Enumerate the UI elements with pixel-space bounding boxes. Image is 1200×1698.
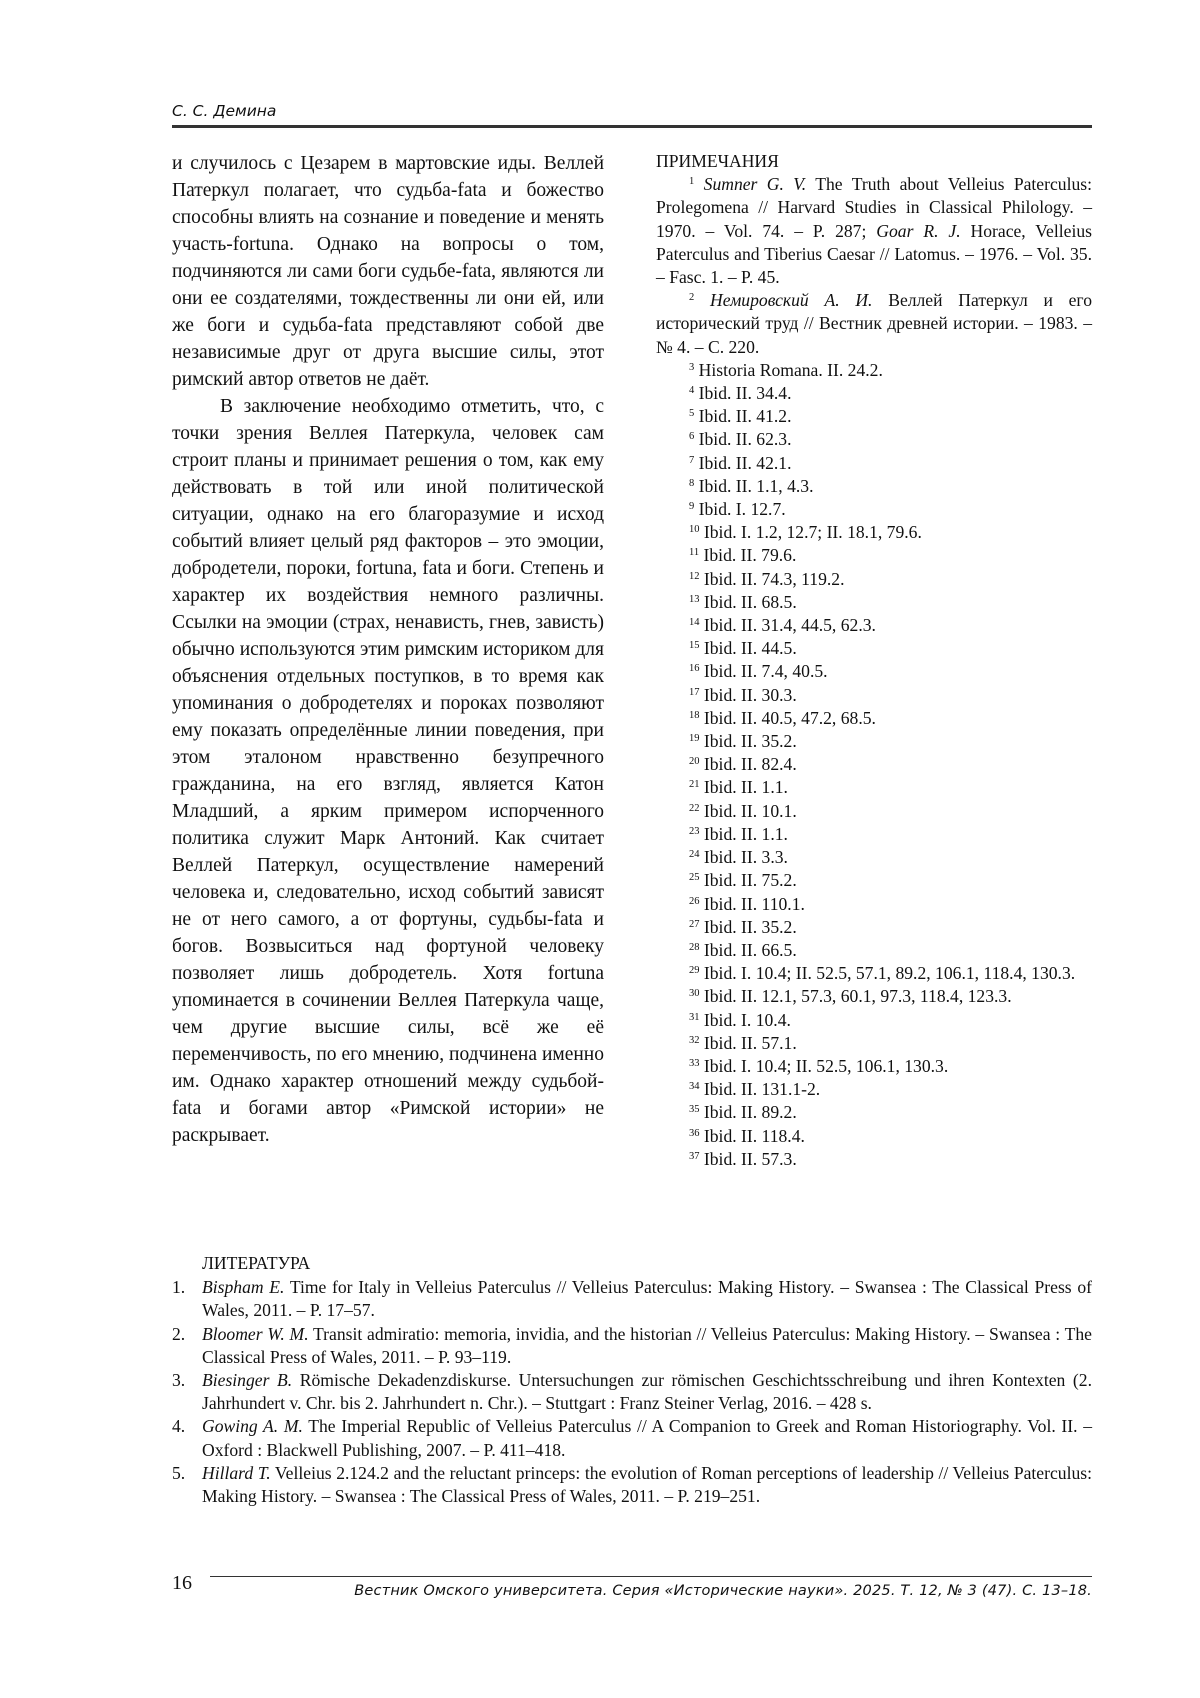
reference-text: Time for Italy in Velleius Paterculus // Velleius Paterculus: Making History. – Swansea : The Classical Press of Wales, 2011. – P. 17–57. bbox=[202, 1277, 1093, 1321]
note-item bbox=[656, 707, 1092, 730]
note-item bbox=[656, 800, 1092, 823]
note-number: 14 bbox=[689, 617, 700, 629]
note-author: Goar R. J. bbox=[876, 220, 961, 241]
reference-text: Velleius 2.124.2 and the reluctant princeps: the evolution of Roman perceptions of leadership // Velleius Paterculus: Making History. – Swansea : The Classical Press of Wales, 2011. – P. 219–251. bbox=[202, 1462, 1093, 1507]
note-text: Ibid. II. 57.3. bbox=[703, 1148, 797, 1169]
reference-number: 4. bbox=[172, 1416, 186, 1437]
note-number: 2 bbox=[689, 292, 695, 304]
note-text: Ibid. II. 1.1, 4.3. bbox=[698, 475, 814, 496]
note-number: 35 bbox=[689, 1104, 700, 1116]
note-text: Horace, Velleius Paterculus and Tiberius Caesar // Latomus. – 1976. – Vol. 35. – Fasc. 1. – P. 45. bbox=[656, 220, 1092, 288]
note-number: 11 bbox=[689, 547, 700, 559]
note-number: 28 bbox=[689, 941, 700, 953]
note-text: Ibid. II. 12.1, 57.3, 60.1, 97.3, 118.4, 123.3. bbox=[703, 986, 1012, 1007]
page-number: 16 bbox=[172, 1572, 192, 1594]
body-paragraph: и случилось с Цезарем в мартовские иды. Веллей Патеркул полагает, что судьба-fata и божество способны влиять на сознание и поведение и менять участь-fortuna. Однако на вопросы о том, подчиняются ли сами боги судьбе-fata, являются ли они ее создателями, тождественны ли они ей, или же боги и судьба-fata представляют собой две независимые друг от друга высшие силы, этот римский автор ответов не даёт. bbox=[172, 153, 604, 390]
note-item bbox=[656, 591, 1092, 614]
note-item bbox=[656, 289, 1092, 359]
note-text: Historia Romana. II. 24.2. bbox=[698, 359, 883, 380]
note-text: The Truth about Velleius Paterculus: Prolegomena // Harvard Studies in Classical Philology. – 1970. – Vol. 74. – P. 287; bbox=[656, 174, 1092, 241]
note-item bbox=[656, 939, 1092, 962]
note-number: 15 bbox=[689, 640, 700, 652]
note-text: Ibid. I. 10.4; II. 52.5, 106.1, 130.3. bbox=[703, 1055, 949, 1076]
note-text: Ibid. II. 131.1-2. bbox=[703, 1079, 821, 1100]
note-item bbox=[656, 962, 1092, 985]
note-number: 37 bbox=[689, 1150, 700, 1162]
note-author: Немировский А. И. bbox=[710, 290, 873, 311]
note-text: Ibid. II. 44.5. bbox=[703, 638, 797, 659]
note-item bbox=[656, 475, 1092, 498]
note-number: 4 bbox=[689, 385, 695, 397]
note-text: Ibid. II. 57.1. bbox=[703, 1032, 797, 1053]
note-number: 10 bbox=[689, 524, 700, 536]
reference-item bbox=[172, 1369, 1092, 1415]
note-item bbox=[656, 985, 1092, 1008]
reference-number: 1. bbox=[172, 1277, 186, 1298]
note-number: 12 bbox=[689, 570, 700, 582]
note-item bbox=[656, 405, 1092, 428]
note-item bbox=[656, 173, 1092, 289]
note-number: 6 bbox=[689, 431, 695, 443]
note-number: 24 bbox=[689, 849, 700, 861]
note-number: 21 bbox=[689, 779, 700, 791]
reference-item bbox=[172, 1276, 1092, 1322]
note-text: Ibid. II. 118.4. bbox=[703, 1125, 805, 1146]
reference-number: 2. bbox=[172, 1323, 186, 1344]
note-item bbox=[656, 1148, 1092, 1171]
note-number: 8 bbox=[689, 477, 695, 489]
note-number: 27 bbox=[689, 918, 700, 930]
note-text: Ibid. II. 41.2. bbox=[698, 406, 792, 427]
note-item bbox=[656, 753, 1092, 776]
note-text: Ibid. II. 1.1. bbox=[703, 823, 788, 844]
note-text: Ibid. II. 42.1. bbox=[698, 452, 792, 473]
note-number: 3 bbox=[689, 361, 695, 373]
reference-author: Biesinger B. bbox=[202, 1370, 293, 1391]
note-item bbox=[656, 730, 1092, 753]
note-item bbox=[656, 893, 1092, 916]
note-number: 7 bbox=[689, 454, 695, 466]
note-text: Ibid. II. 35.2. bbox=[703, 916, 797, 937]
note-number: 9 bbox=[689, 501, 695, 513]
literature-section bbox=[172, 1252, 1092, 1508]
note-number: 19 bbox=[689, 733, 700, 745]
note-number: 22 bbox=[689, 802, 700, 814]
reference-author: Hillard T. bbox=[202, 1462, 271, 1483]
note-text: Ibid. II. 79.6. bbox=[703, 545, 797, 566]
header-rule bbox=[172, 125, 1092, 128]
note-item bbox=[656, 498, 1092, 521]
note-item bbox=[656, 660, 1092, 683]
note-item bbox=[656, 382, 1092, 405]
note-number: 16 bbox=[689, 663, 700, 675]
note-number: 32 bbox=[689, 1034, 700, 1046]
note-item bbox=[656, 428, 1092, 451]
note-number: 13 bbox=[689, 593, 700, 605]
reference-item bbox=[172, 1462, 1092, 1508]
body-paragraph: В заключение необходимо отметить, что, с точки зрения Веллея Патеркула, человек сам строит планы и принимает решения о том, как ему действовать в той или иной политической ситуации, однако на его благоразумие и исход событий влияет целый ряд факторов – это эмоции, добродетели, пороки, fortuna, fata и боги. Степень и характер их воздействия немного различны. Ссылки на эмоции (страх, ненависть, гнев, зависть) обычно используются этим римским историком для объяснения отдельных поступков, в то время как упоминания о добродетелях и пороках позволяют ему показать определённые линии поведения, при этом эталоном нравственно безупречного гражданина, на его взгляд, является Катон Младший, а ярким примером испорченного политика служит Марк Антоний. Как считает Веллей Патеркул, осуществление намерений человека и, следовательно, исход событий зависят не от него самого, а от фортуны, судьбы-fata и богов. Возвыситься над фортуной человеку позволяет лишь добродетель. Хотя fortuna упоминается в сочинении Веллея Патеркула чаще, чем другие высшие силы, всё же её переменчивость, по его мнению, подчинена именно им. Однако характер отношений между судьбой-fata и богами автор «Римской истории» не раскрывает. bbox=[172, 396, 604, 1146]
note-item bbox=[656, 637, 1092, 660]
reference-author: Bispham E. bbox=[202, 1277, 285, 1298]
note-text: Ibid. II. 34.4. bbox=[698, 383, 792, 404]
note-number: 30 bbox=[689, 988, 700, 1000]
note-text: Ibid. I. 1.2, 12.7; II. 18.1, 79.6. bbox=[703, 522, 922, 543]
note-number: 36 bbox=[689, 1127, 700, 1139]
note-text: Ibid. II. 1.1. bbox=[703, 777, 788, 798]
note-text: Ibid. II. 7.4, 40.5. bbox=[703, 661, 828, 682]
note-text: Ibid. II. 40.5, 47.2, 68.5. bbox=[703, 707, 876, 728]
note-item bbox=[656, 1009, 1092, 1032]
journal-citation: Вестник Омского университета. Серия «Исторические науки». 2025. Т. 12, № 3 (47). С. 13–18. bbox=[354, 1583, 1092, 1599]
note-text: Ibid. II. 82.4. bbox=[703, 754, 797, 775]
note-number: 25 bbox=[689, 872, 700, 884]
note-number: 33 bbox=[689, 1057, 700, 1069]
literature-list bbox=[172, 1276, 1092, 1508]
note-item bbox=[656, 614, 1092, 637]
note-text: Ibid. II. 30.3. bbox=[703, 684, 797, 705]
note-item bbox=[656, 568, 1092, 591]
notes-heading: ПРИМЕЧАНИЯ bbox=[656, 151, 779, 171]
note-text: Ibid. II. 62.3. bbox=[698, 429, 792, 450]
note-item bbox=[656, 776, 1092, 799]
note-number: 1 bbox=[689, 176, 695, 188]
note-number: 34 bbox=[689, 1081, 700, 1093]
reference-item bbox=[172, 1323, 1092, 1369]
note-text: Ibid. II. 66.5. bbox=[703, 939, 797, 960]
note-text: Ibid. II. 110.1. bbox=[703, 893, 805, 914]
note-number: 23 bbox=[689, 825, 700, 837]
reference-number: 5. bbox=[172, 1462, 186, 1483]
note-text: Ibid. II. 89.2. bbox=[703, 1102, 797, 1123]
note-item bbox=[656, 1032, 1092, 1055]
note-item bbox=[656, 1125, 1092, 1148]
note-number: 17 bbox=[689, 686, 700, 698]
main-text-column bbox=[172, 150, 604, 1149]
note-text: Ibid. I. 10.4; II. 52.5, 57.1, 89.2, 106.1, 118.4, 130.3. bbox=[703, 963, 1076, 984]
note-item bbox=[656, 1055, 1092, 1078]
running-head-author: С. С. Демина bbox=[172, 102, 277, 120]
footer-rule bbox=[210, 1576, 1092, 1577]
note-item bbox=[656, 521, 1092, 544]
note-item bbox=[656, 1078, 1092, 1101]
note-item bbox=[656, 684, 1092, 707]
note-item bbox=[656, 916, 1092, 939]
note-text: Ibid. II. 3.3. bbox=[703, 847, 788, 868]
reference-text: Transit admiratio: memoria, invidia, and the historian // Velleius Paterculus: Making History. – Swansea : The Classical Press of Wales, 2011. – P. 93–119. bbox=[202, 1323, 1092, 1367]
notes-column bbox=[656, 150, 1092, 1171]
reference-author: Bloomer W. M. bbox=[202, 1323, 309, 1344]
reference-text: The Imperial Republic of Velleius Paterculus // A Companion to Greek and Roman Historiography. Vol. II. – Oxford : Blackwell Publishing, 2007. – P. 411–418. bbox=[202, 1416, 1092, 1460]
note-number: 26 bbox=[689, 895, 700, 907]
note-text: Ibid. II. 74.3, 119.2. bbox=[703, 568, 845, 589]
reference-author: Gowing A. M. bbox=[202, 1416, 303, 1437]
note-text: Ibid. II. 10.1. bbox=[703, 800, 797, 821]
note-number: 5 bbox=[689, 408, 695, 420]
note-text: Ibid. II. 75.2. bbox=[703, 870, 797, 891]
note-item bbox=[656, 869, 1092, 892]
note-number: 18 bbox=[689, 709, 700, 721]
note-text: Ibid. I. 12.7. bbox=[698, 499, 786, 520]
note-text: Ibid. II. 68.5. bbox=[703, 591, 797, 612]
note-number: 29 bbox=[689, 965, 700, 977]
literature-heading: ЛИТЕРАТУРА bbox=[202, 1253, 311, 1273]
note-item bbox=[656, 452, 1092, 475]
note-item bbox=[656, 823, 1092, 846]
note-author: Sumner G. V. bbox=[703, 174, 807, 195]
note-item bbox=[656, 1101, 1092, 1124]
note-item bbox=[656, 846, 1092, 869]
note-number: 31 bbox=[689, 1011, 700, 1023]
note-number: 20 bbox=[689, 756, 700, 768]
reference-number: 3. bbox=[172, 1370, 186, 1391]
note-item bbox=[656, 544, 1092, 567]
notes-list bbox=[656, 173, 1092, 1171]
note-text: Веллей Патеркул и его исторический труд // Вестник древней истории. – 1983. – № 4. – С. 220. bbox=[656, 290, 1093, 357]
note-text: Ibid. II. 35.2. bbox=[703, 731, 797, 752]
note-text: Ibid. I. 10.4. bbox=[703, 1009, 791, 1030]
note-text: Ibid. II. 31.4, 44.5, 62.3. bbox=[703, 615, 876, 636]
note-item bbox=[656, 359, 1092, 382]
reference-item bbox=[172, 1415, 1092, 1461]
reference-text: Römische Dekadenzdiskurse. Untersuchungen zur römischen Geschichtsschreibung und ihren Kontexten (2. Jahrhundert v. Chr. bis 2. Jahrhundert n. Chr.). – Stuttgart : Franz Steiner Verlag, 2016. – 428 s. bbox=[202, 1370, 1092, 1414]
